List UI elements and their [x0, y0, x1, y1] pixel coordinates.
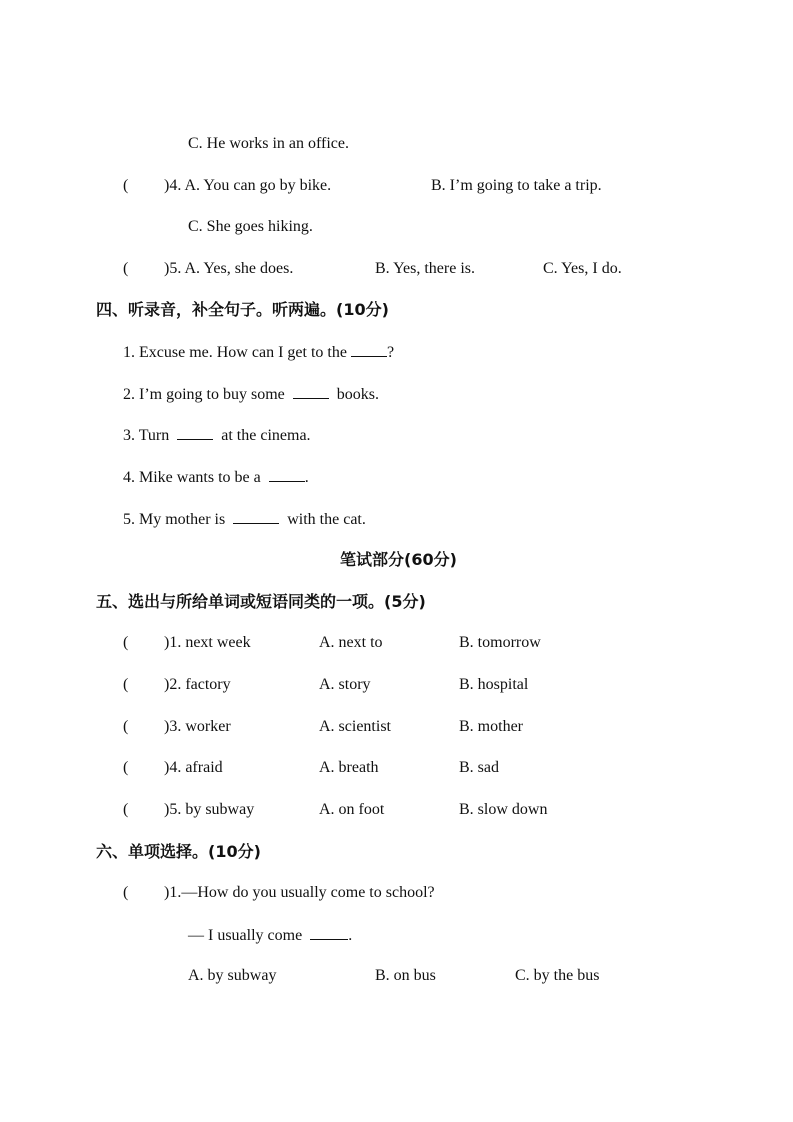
written-part-heading: 笔试部分(60分) — [340, 550, 457, 569]
section5-title: 五、选出与所给单词或短语同类的一项。(5分) — [96, 592, 426, 611]
s6-q1-option-b: B. on bus — [375, 967, 436, 984]
s5-paren: ( — [123, 676, 129, 693]
s6-paren: ( — [123, 884, 129, 901]
s5-option-a: A. next to — [319, 634, 383, 651]
s5-option-a: A. story — [319, 676, 371, 693]
s5-option-a: A. on foot — [319, 801, 385, 818]
section6-title: 六、单项选择。(10分) — [96, 842, 261, 861]
s5-paren: ( — [123, 634, 129, 651]
s5-word: )5. by subway — [164, 801, 255, 818]
s5-option-b: B. mother — [459, 718, 523, 735]
s5-word: )1. next week — [164, 634, 251, 651]
q5-paren: ( — [123, 260, 129, 277]
blank-line — [351, 342, 387, 357]
q4-option-c: C. She goes hiking. — [188, 218, 313, 235]
s5-option-a: A. breath — [319, 759, 379, 776]
s6-q1-option-a: A. by subway — [188, 967, 277, 984]
s5-option-a: A. scientist — [319, 718, 391, 735]
s4-item-3: 3. Turn at the cinema. — [123, 427, 311, 444]
blank-line — [233, 509, 279, 524]
q4-option-a: )4. A. You can go by bike. — [164, 177, 332, 194]
s6-q1-answer: — I usually come . — [188, 927, 353, 944]
s4-item-1: 1. Excuse me. How can I get to the ? — [123, 344, 395, 361]
s4-item-4: 4. Mike wants to be a . — [123, 469, 309, 486]
q5-option-c: C. Yes, I do. — [543, 260, 622, 277]
s5-paren: ( — [123, 801, 129, 818]
q3-option-c: C. He works in an office. — [188, 135, 349, 152]
s4-item-5: 5. My mother is with the cat. — [123, 511, 366, 528]
s6-q1-question: )1.—How do you usually come to school? — [164, 884, 435, 901]
s5-word: )4. afraid — [164, 759, 223, 776]
s5-option-b: B. tomorrow — [459, 634, 541, 651]
q4-paren: ( — [123, 177, 129, 194]
blank-line — [293, 384, 329, 399]
blank-line — [310, 925, 348, 940]
s5-option-b: B. slow down — [459, 801, 548, 818]
blank-line — [177, 425, 213, 440]
s5-option-b: B. hospital — [459, 676, 529, 693]
s6-q1-option-c: C. by the bus — [515, 967, 600, 984]
blank-line — [269, 467, 305, 482]
q4-option-b: B. I’m going to take a trip. — [431, 177, 602, 194]
q5-option-b: B. Yes, there is. — [375, 260, 476, 277]
s5-paren: ( — [123, 718, 129, 735]
s5-option-b: B. sad — [459, 759, 499, 776]
s5-paren: ( — [123, 759, 129, 776]
s5-word: )2. factory — [164, 676, 231, 693]
s5-word: )3. worker — [164, 718, 231, 735]
s4-item-2: 2. I’m going to buy some books. — [123, 386, 379, 403]
section4-title: 四、听录音，补全句子。听两遍。(10分) — [96, 300, 389, 319]
q5-option-a: )5. A. Yes, she does. — [164, 260, 294, 277]
